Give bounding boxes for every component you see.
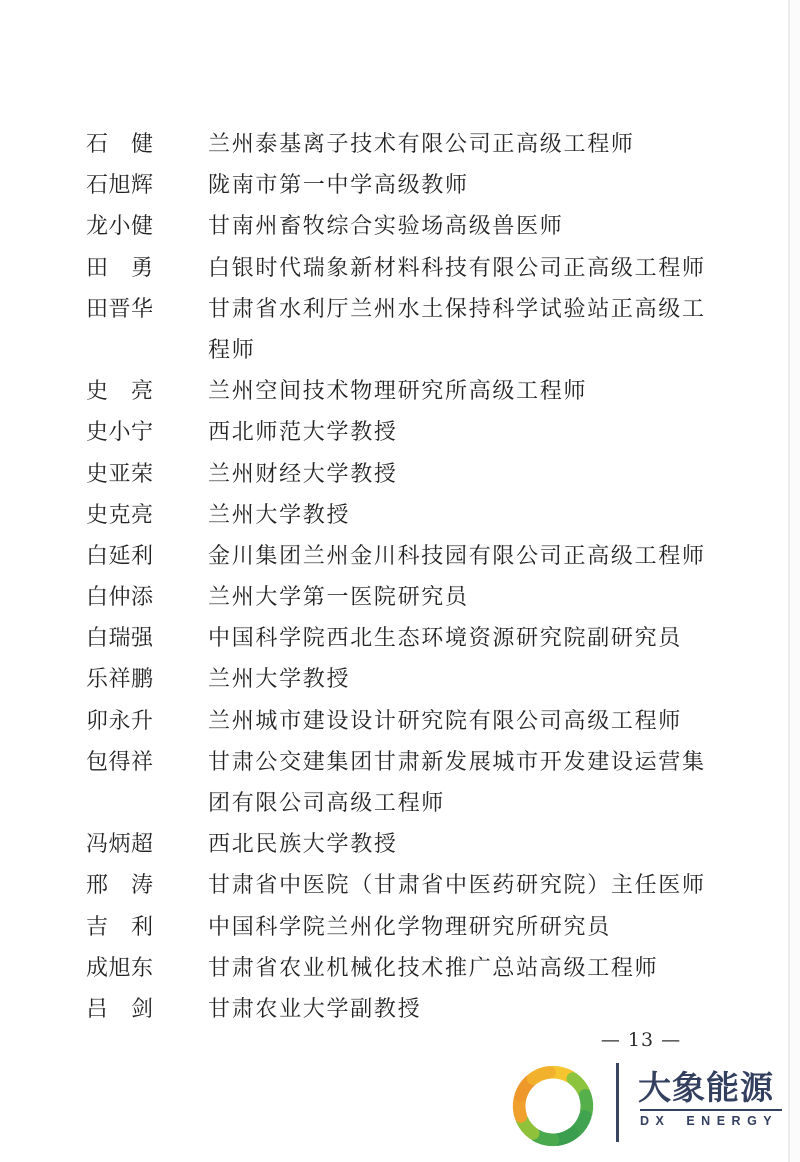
roster-row-continuation: [86, 786, 730, 827]
roster-row: [86, 951, 730, 992]
person-name: 冯炳超: [86, 832, 154, 858]
roster-row: [86, 127, 730, 168]
logo-divider: [616, 1063, 619, 1142]
roster-row: [86, 292, 730, 333]
person-title: 中国科学院兰州化学物理研究所研究员: [208, 914, 611, 940]
roster-row: [86, 457, 730, 498]
person-title: 甘肃省中医院（甘肃省中医药研究院）主任医师: [208, 873, 706, 899]
person-title: 甘肃省水利厅兰州水土保持科学试验站正高级工: [208, 296, 706, 322]
person-title: 西北师范大学教授: [208, 420, 398, 446]
person-title: 甘肃省农业机械化技术推广总站高级工程师: [208, 955, 659, 981]
person-name: 邢 涛: [86, 873, 154, 899]
person-title: 兰州空间技术物理研究所高级工程师: [208, 379, 588, 405]
dx-energy-swirl-icon: [506, 1059, 600, 1153]
person-name: 成旭东: [86, 955, 154, 981]
person-title: 兰州大学教授: [208, 667, 351, 693]
person-title: 兰州财经大学教授: [208, 461, 398, 487]
person-name: 卯永升: [86, 708, 154, 734]
person-name: 吉 利: [86, 914, 154, 940]
person-name: 乐祥鹏: [86, 667, 154, 693]
roster-row: [86, 662, 730, 703]
roster-row: [86, 209, 730, 250]
roster-row: [86, 621, 730, 662]
person-title: 西北民族大学教授: [208, 832, 398, 858]
person-name: 史 亮: [86, 379, 154, 405]
person-name: 石旭辉: [86, 173, 154, 199]
roster-row: [86, 415, 730, 456]
swirl-petal: [533, 1069, 549, 1083]
person-name: 包得祥: [86, 749, 154, 775]
dx-energy-logo: [506, 1055, 796, 1162]
roster-row: [86, 251, 730, 292]
roster-row: [86, 992, 730, 1033]
person-title: 兰州城市建设设计研究院有限公司高级工程师: [208, 708, 683, 734]
person-title: 金川集团兰州金川科技园有限公司正高级工程师: [208, 543, 706, 569]
person-title: 兰州泰基离子技术有限公司正高级工程师: [208, 132, 635, 157]
person-name: 史亚荣: [86, 461, 154, 487]
logo-chinese-name: 大象能源: [638, 1069, 774, 1106]
person-name: 白瑞强: [86, 626, 154, 652]
person-title: 白银时代瑞象新材料科技有限公司正高级工程师: [208, 255, 706, 281]
person-name: 白仲添: [86, 585, 154, 611]
scan-edge-shading: [790, 0, 800, 1162]
roster-row: [86, 704, 730, 745]
page-number: — 13 —: [600, 1029, 682, 1051]
roster-row: [86, 539, 730, 580]
person-title: 甘南州畜牧综合实验场高级兽医师: [208, 214, 564, 240]
roster-row: [86, 868, 730, 909]
person-title: 团有限公司高级工程师: [208, 791, 446, 816]
scan-edge-line: [788, 0, 790, 1162]
person-title: 陇南市第一中学高级教师: [208, 173, 469, 199]
person-name: 田 勇: [86, 255, 154, 281]
roster-row: [86, 827, 730, 868]
roster-row-continuation: [86, 333, 730, 374]
person-name: 石 健: [86, 132, 154, 157]
roster-row: [86, 168, 730, 209]
person-title: 中国科学院西北生态环境资源研究院副研究员: [208, 626, 683, 652]
roster-row: [86, 745, 730, 786]
person-title: 程师: [208, 337, 256, 363]
person-title: 兰州大学教授: [208, 502, 351, 528]
person-name: 吕 剑: [86, 996, 154, 1022]
roster-row: [86, 910, 730, 951]
roster-row: [86, 580, 730, 621]
person-name: 史小宁: [86, 420, 154, 446]
roster-row: [86, 374, 730, 415]
person-name: 白延利: [86, 543, 154, 569]
person-name: 田晋华: [86, 296, 154, 322]
person-title: 甘肃农业大学副教授: [208, 996, 422, 1022]
roster-row: [86, 498, 730, 539]
person-title: 兰州大学第一医院研究员: [208, 585, 469, 611]
logo-english-name: DX ENERGY: [640, 1109, 782, 1128]
person-title: 甘肃公交建集团甘肃新发展城市开发建设运营集: [208, 749, 706, 775]
person-name: 龙小健: [86, 214, 154, 240]
appointee-roster: [86, 127, 730, 1033]
person-name: 史克亮: [86, 502, 154, 528]
